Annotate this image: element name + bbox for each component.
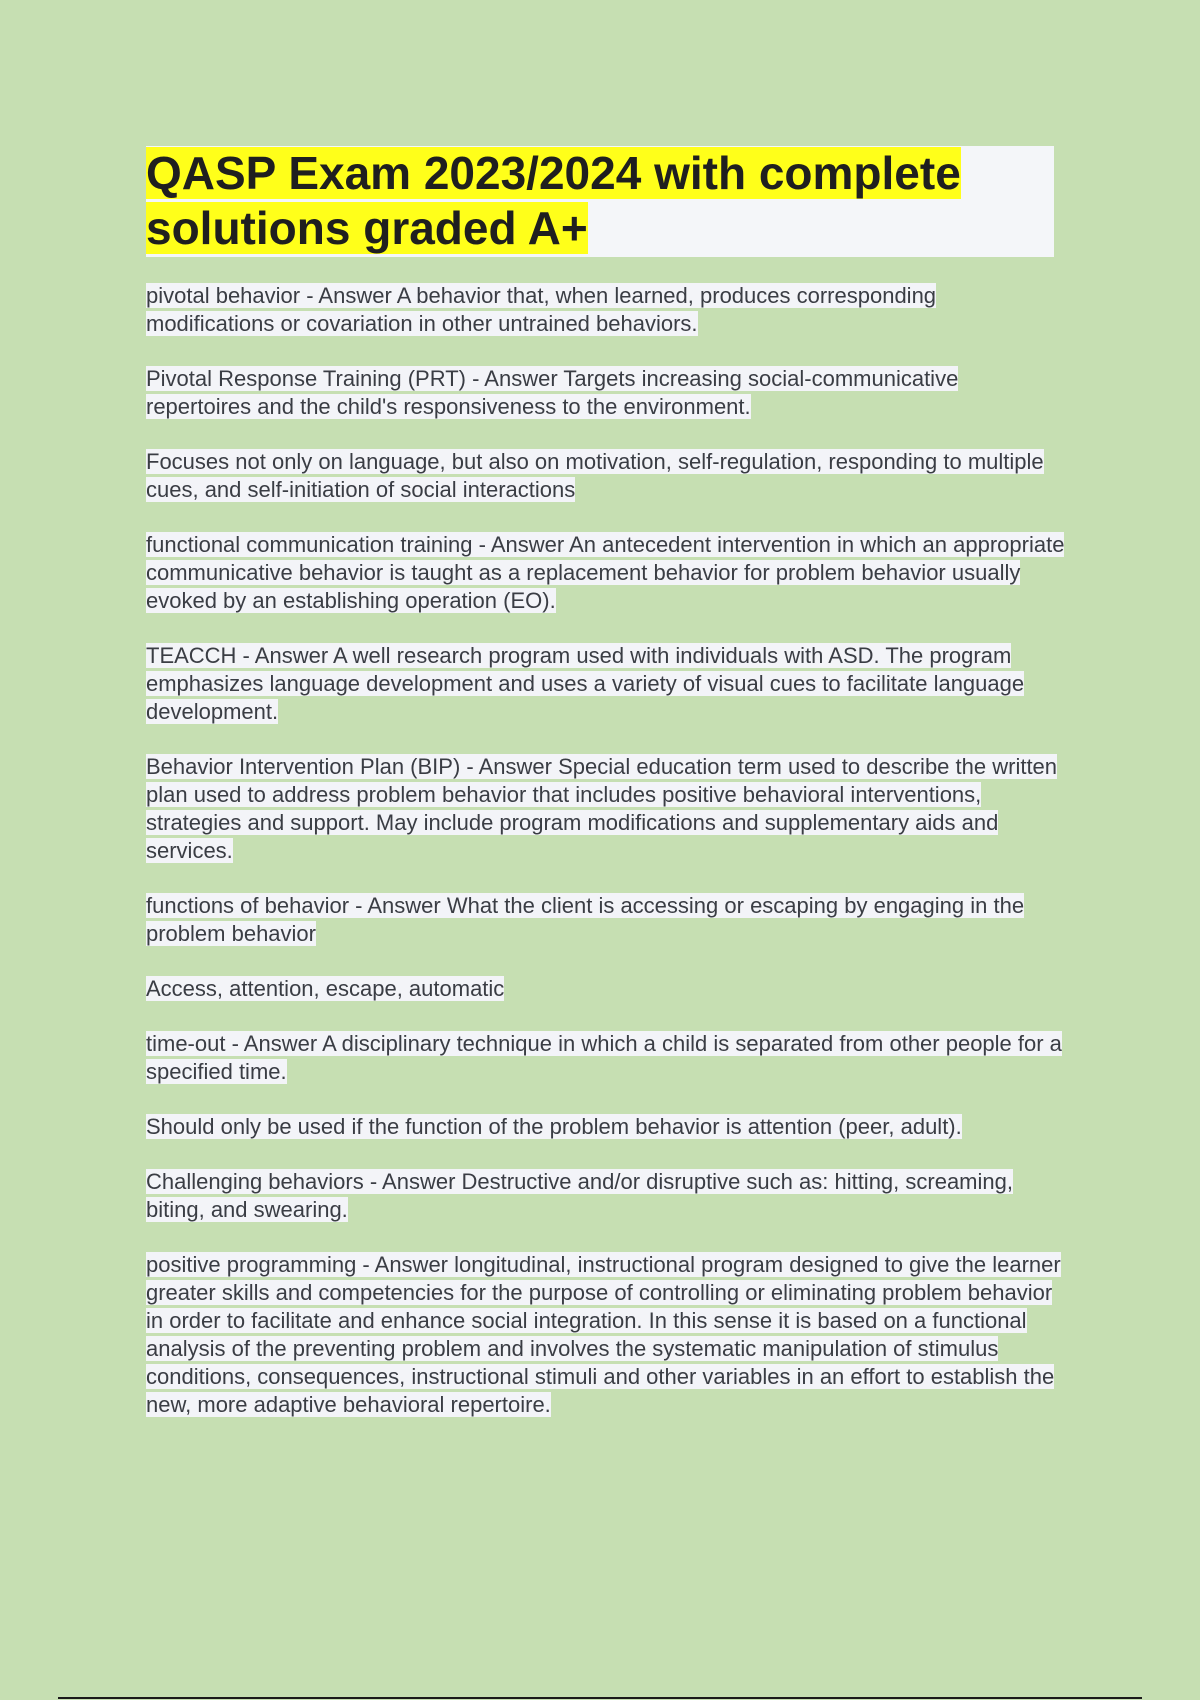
paragraph: functions of behavior - Answer What the client is accessing or escaping by engaging in the problem behavior [146, 893, 1025, 946]
paragraph: Should only be used if the function of the problem behavior is attention (peer, adult). [146, 1114, 962, 1139]
paragraph: Behavior Intervention Plan (BIP) - Answer Special education term used to describe the written plan used to address problem behavior that includes positive behavioral interventions, strategies and support. May include program modifications and supplementary aids and services. [146, 754, 1058, 863]
paragraph: Challenging behaviors - Answer Destructive and/or disruptive such as: hitting, screaming, biting, and swearing. [146, 1169, 1013, 1222]
bottom-divider [58, 1697, 1142, 1699]
paragraph: Pivotal Response Training (PRT) - Answer Targets increasing social-communicative repertoires and the child's responsiveness to the environment. [146, 366, 959, 419]
document-body [146, 282, 1066, 1446]
paragraph: Access, attention, escape, automatic [146, 976, 505, 1001]
paragraph: time-out - Answer A disciplinary technique in which a child is separated from other people for a specified time. [146, 1031, 1062, 1084]
document-title: QASP Exam 2023/2024 with complete solutions graded A+ [146, 147, 961, 254]
paragraph: functional communication training - Answer An antecedent intervention in which an appropriate communicative behavior is taught as a replacement behavior for problem behavior usually evoked by an establishing operation (EO). [146, 532, 1065, 613]
title-block [146, 146, 1054, 257]
paragraph: positive programming - Answer longitudinal, instructional program designed to give the learner greater skills and competencies for the purpose of controlling or eliminating problem behavior in order to facilitate and enhance social integration. In this sense it is based on a functional analysis of the preventing problem and involves the systematic manipulation of stimulus conditions, consequences, instructional stimuli and other variables in an effort to establish the new, more adaptive behavioral repertoire. [146, 1252, 1061, 1417]
paragraph: TEACCH - Answer A well research program used with individuals with ASD. The program emphasizes language development and uses a variety of visual cues to facilitate language development. [146, 643, 1025, 724]
paragraph: Focuses not only on language, but also on motivation, self-regulation, responding to multiple cues, and self-initiation of social interactions [146, 449, 1044, 502]
paragraph: pivotal behavior - Answer A behavior that, when learned, produces corresponding modifications or covariation in other untrained behaviors. [146, 283, 937, 336]
